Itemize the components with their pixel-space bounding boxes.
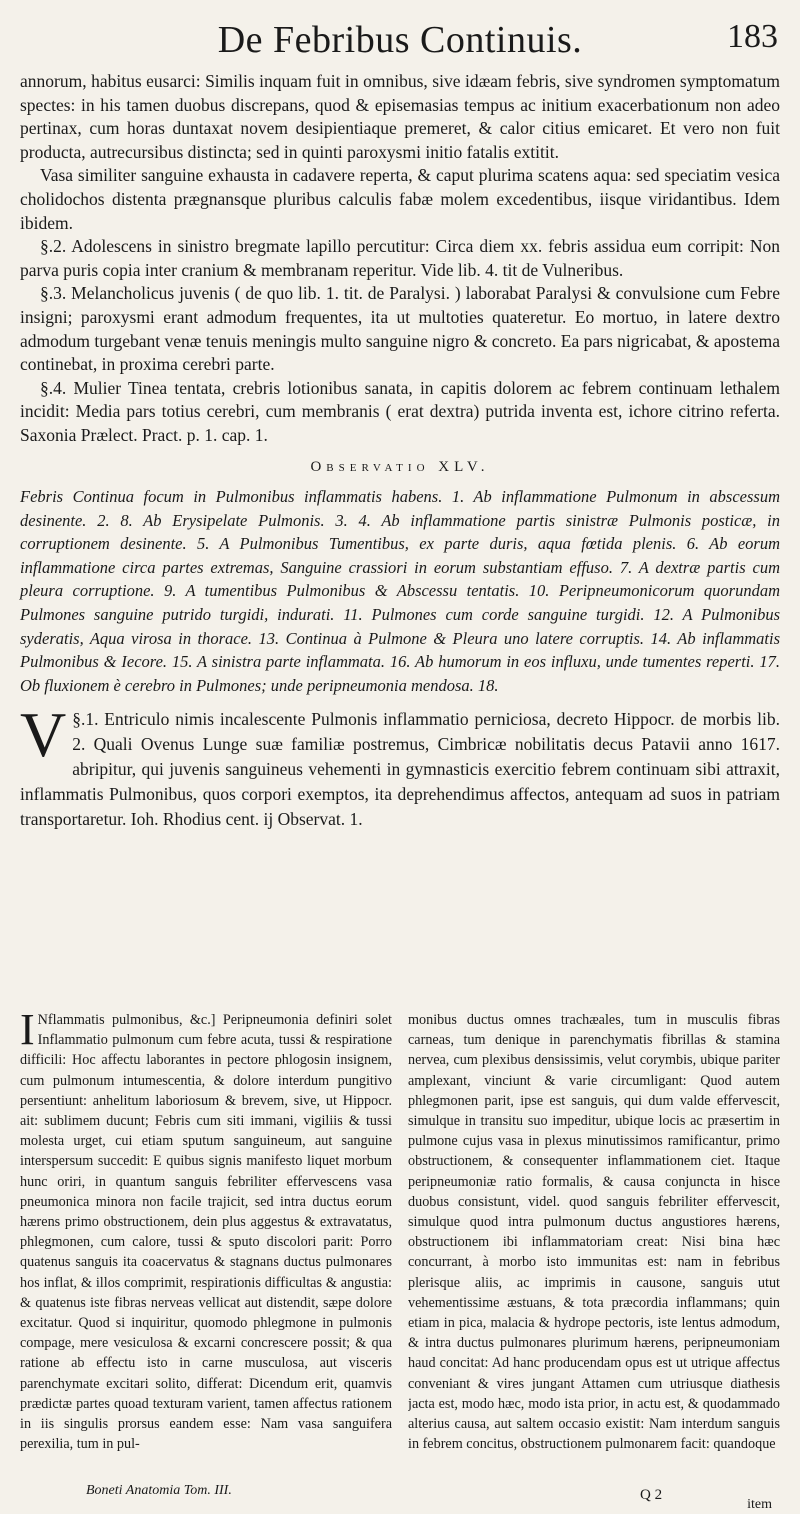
paragraph-section-4: §.4. Mulier Tinea tentata, crebris lotionibus sanata, in capitis dolorem ac febrem continuam lethalem incidit: Media pars totius cerebri, cum membranis ( erat dextra) putrida inventa est, ichore citrino referta. Saxonia Prælect. Pract. p. 1. cap. 1.	[20, 377, 780, 445]
commentary-left-text: Nflammatis pulmonibus, &c.] Peripneumonia definiri solet Inflammatio pulmonum cum febre acuta, tussi & respiratione difficili: Hoc affectu laborantes in pectore phlogosin insignem, cum pulmonum intumescentia, & dolore interdum pungitivo persentiunt: anhelitum laboriosum & brevem, sive, ut Hippocr. ait: sublimem ducunt; Febris cum siti immani, vigiliis & tussi molesta urget, cui etiam sputum sanguineum, aut sanguine interspersum succedit: E quibus signis manifesto liquet morbum hunc oriri, in quantum sanguis febriliter effervescens vasa pneumonica minora non facile trajicit, sed intra ductus eorum hærens primo obstructionem, dein plus aggestus & extravatatus, phlegmonen, cum calore, tussi & sputo discolori parit: Porro quatenus sanguis ita coacervatus & stagnans ductus pulmonares hos inflat, & illos comprimit, respirationis difficultas & angustia: & quatenus iste fibras nerveas vellicat aut distendit, sæpe dolore excitatur. Quod si inquiritur, quomodo phlegmone in pulmonis compage, mere vesiculosa & excarni concrescere possit; & qua ratione ab effectu isto in carne musculosa, aut visceris parenchymate excitari solito, differat: Dicendum erit, quamvis prædictæ partes quoad texturam varient, tamen affectus rationem in iis singulis prorsus eandem esse: Nam vasa sanguifera perexilia, tum in pul-	[20, 1012, 392, 1453]
paragraph-vasa: Vasa similiter sanguine exhausta in cadavere reperta, & caput plurima scatens aqua: sed speciatim vesica cholidochos distenta prægnansque pluribus calculis fabæ molem excedentibus, iisque viridantibus. Idem ibidem.	[20, 165, 780, 233]
commentary-right-text: monibus ductus omnes trachæales, tum in musculis fibras carneas, tum denique in parenchymatis fibrillas & stamina nervea, cum plexibus densissimis, velut corymbis, ubique pariter amplexant, vinciunt & varie circumligant: Quod autem phlegmonen parit, ipse est sanguis, qui dum valde effervescit, simulque in transitu suo impeditur, ubique locis ac præsertim in pulmone cujus vasa in plexus minutissimos ramificantur, primo obstructionem, & consequenter inflammationem ciet. Itaque peripneumoniæ ratio formalis, & causa conjuncta in hisce duobus consistunt, videl. quod sanguis febriliter effervescit, simulque quod intra pulmonum ductus angustiores hærens, obstructionem ibi inflammatoriam creat: Nisi bina hæc concurrant, à morbo isto immunitas est: nam in febribus plerisque aliis, ac imprimis in causone, sanguis utut vehementissime æstuans, & tota præcordia inflammans; quin etiam in pica, malacia & hydrope pectoris, iste lentus admodum, & intra ductus pulmonares plurimum hærens, peripneumoniam haud concitat: Ad hanc producendam opus est ut utrique affectus conveniant & vires jungant Attamen cum utriusque diathesis jacta est, modo hæc, modo ista prior, in actu est, & quodammado alterius causa, aut saltem occasio existit: Nam interdum sanguis in febrem concitus, obstructionem pulmonarem facit: quandoque	[408, 1012, 780, 1453]
footer-book-title: Boneti Anatomia Tom. III.	[86, 1483, 232, 1498]
running-title: De Febribus Continuis.	[217, 19, 583, 61]
observation-heading: Observatio XLV.	[310, 458, 490, 475]
section-label: §.1.	[72, 709, 99, 730]
main-text	[20, 70, 780, 832]
section-1-text: Entriculo nimis incalescente Pulmonis inflammatio perniciosa, decreto Hippocr. de morbis lib. 2. Quali Ovenus Lunge suæ familiæ postremus, Cimbricæ nobilitatis decus Patavii anno 1617. abripitur, qui juvenis sanguineus vehementi in gymnasticis exercitio febrem continuam sibi attraxit, inflammatis Pulmonibus, quos corpori exemptos, ita deprehendimus affectos, antequam ad suos in patriam transportaretur. Ioh. Rhodius cent. ij Observat. 1.	[20, 709, 781, 830]
commentary-left-column	[20, 1010, 392, 1470]
paragraph-continued: annorum, habitus eusarci: Similis inquam fuit in omnibus, sive idæam febris, sive syndromen symptomatum spectes: in his tamen duobus discrepans, quod & episemasias tempus ac initium exacerbationum non adeo pertinax, cum horas duntaxat novem desipientiaque premeret, & calor citius emicaret. Et vero non fuit producta, autrecursibus distincta; sed in quinti paroxysmi initio fatalis extitit.	[20, 71, 780, 162]
signature-mark: Q 2	[640, 1487, 663, 1503]
observation-summary: Febris Continua focum in Pulmonibus inflammatis habens. 1. Ab inflammatione Pulmonum in abscessum desinente. 2. 8. Ab Erysipelate Pulmonis. 3. 4. Ab inflammatione partis sinistræ Pulmonis posticæ, in corruptionem desinente. 5. A Pulmonibus Tumentibus, ex parte duris, aqua fœtida plenis. 6. Ab eorum inflammatione circa partes extremas, Sanguine crassiori in eorum substantiam effuso. 7. A dextræ partis cum pleura corruptione. 9. A tumentibus Pulmonibus & Abscessu tentatis. 10. Peripneumonicorum quorundam Pulmones sanguine putrido turgidi, indurati. 11. Pulmones cum corde sanguine turgidi. 12. A Pulmonibus syderatis, Aqua virosa in thorace. 13. Continua à Pulmone & Pleura uno latere corruptis. 14. Ab inflammatis Pulmonibus & Iecore. 15. A sinistra parte inflammata. 16. Ab humorum in eos influxu, unde tumentes reperti. 17. Ob fluxionem è cerebro in Pulmones; unde peripneumonia mendosa. 18.	[20, 487, 780, 695]
observation-section-1	[20, 699, 781, 832]
catchword: item	[747, 1497, 772, 1512]
paragraph-section-3: §.3. Melancholicus juvenis ( de quo lib. 1. tit. de Paralysi. ) laborabat Paralysi & convulsione cum Febre insigni; paroxysmi erant admodum frequentes, ita ut multoties quateretur. Eo mortuo, in latere dextro admodum turgebant venæ tenuis meningis multo sanguine nigro & concreto. Ea pars nigricabat, & apostema continebat, in proxima cerebri parte.	[20, 283, 780, 375]
drop-capital: V	[20, 699, 67, 771]
commentary-right-column	[408, 1010, 780, 1470]
commentary-columns	[20, 1010, 780, 1470]
page-number: 183	[727, 18, 778, 55]
paragraph-section-2: §.2. Adolescens in sinistro bregmate lapillo percutitur: Circa diem xx. febris assidua eum corripit: Non parva puris copia inter cranium & membranam reperitur. Vide lib. 4. tit de Vulneribus.	[20, 236, 780, 280]
commentary-initial: I	[20, 1010, 35, 1054]
